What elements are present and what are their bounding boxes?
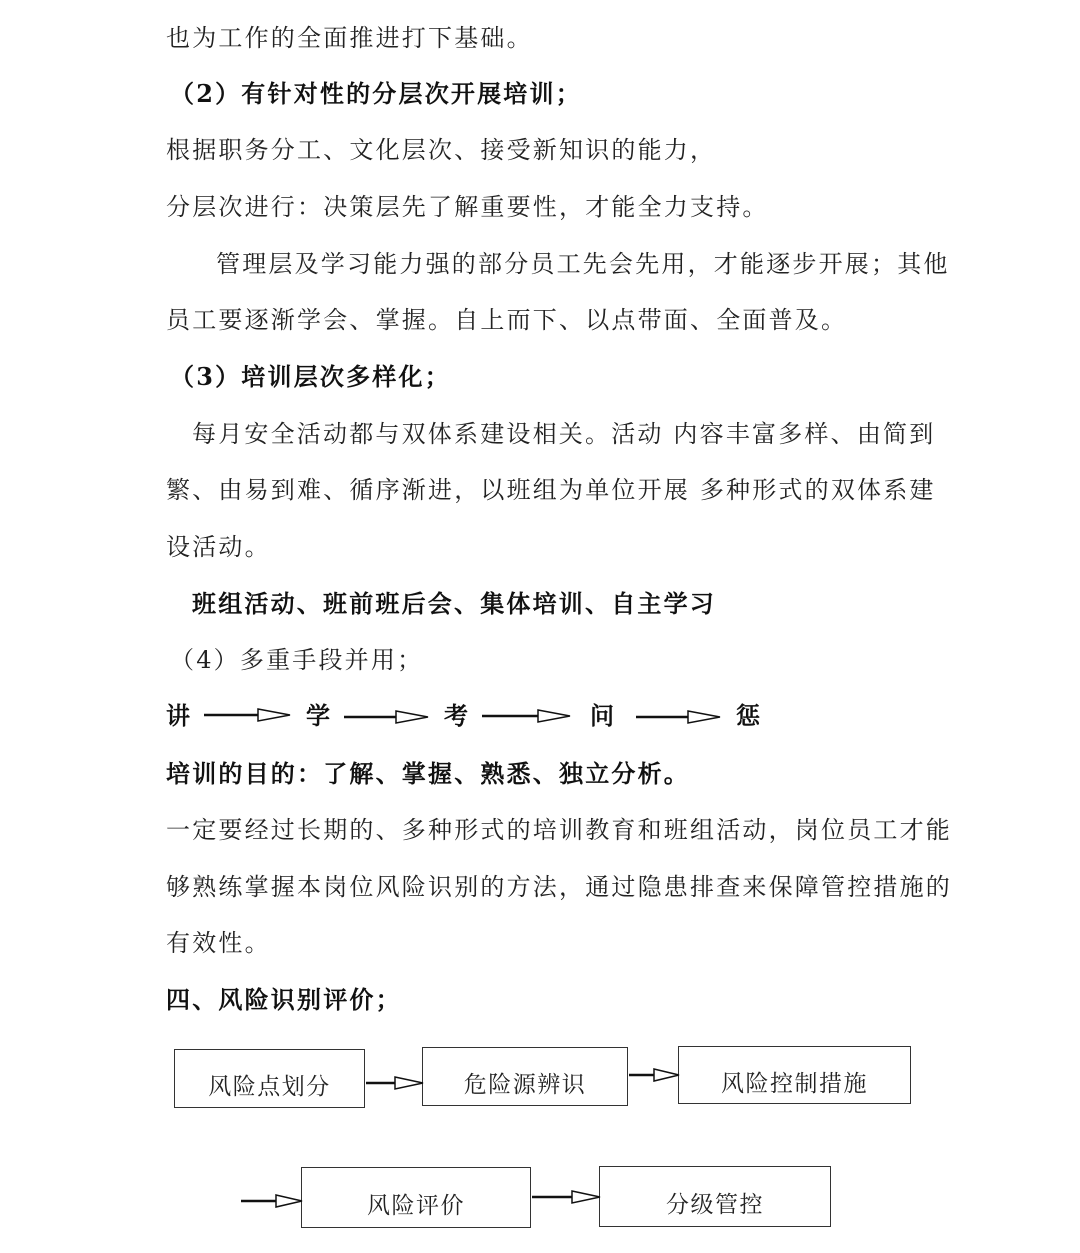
flow-step-cheng: 惩: [736, 701, 760, 730]
box-label-2: 危险源辨识: [463, 1072, 587, 1098]
flow-step-kao: 考: [444, 701, 468, 730]
flow-step-jiang: 讲: [166, 701, 190, 730]
para-line-10: 设活动。: [166, 533, 271, 561]
section-heading-4: （4）多重手段并用；: [170, 646, 424, 674]
para-line-3: 根据职务分工、文化层次、接受新知识的能力，: [166, 136, 717, 164]
box-label-1: 风险点划分: [208, 1074, 331, 1100]
para-line-1: 也为工作的全面推进打下基础。: [166, 24, 533, 52]
diagram-arrow-4-head: [572, 1191, 600, 1203]
flow-step-wen: 问: [590, 701, 614, 730]
activity-list: 班组活动、班前班后会、集体培训、自主学习: [192, 589, 716, 618]
section-heading-four: 四、风险识别评价；: [166, 985, 402, 1014]
para-line-5: 管理层及学习能力强的部分员工先会先用，才能逐步开展；其他: [216, 250, 950, 278]
diagram-arrow-2-head: [654, 1069, 679, 1081]
para-line-4: 分层次进行：决策层先了解重要性，才能全力支持。: [166, 193, 769, 221]
para-line-9: 繁、由易到难、循序渐进，以班组为单位开展 多种形式的双体系建: [166, 476, 936, 504]
section-heading-2: （2）有针对性的分层次开展培训；: [170, 79, 582, 108]
training-purpose: 培训的目的：了解、掌握、熟悉、独立分析。: [166, 759, 690, 788]
box-label-5: 分级管控: [666, 1192, 764, 1218]
para-line-8: 每月安全活动都与双体系建设相关。活动 内容丰富多样、由简到: [192, 420, 936, 448]
para-line-16: 有效性。: [166, 929, 271, 957]
para-line-6: 员工要逐渐学会、掌握。自上而下、以点带面、全面普及。: [166, 306, 848, 334]
flow-step-xue: 学: [306, 701, 330, 730]
box-label-4: 风险评价: [367, 1193, 465, 1219]
section-heading-3: （3）培训层次多样化；: [170, 362, 451, 391]
para-line-14: 一定要经过长期的、多种形式的培训教育和班组活动，岗位员工才能: [166, 816, 952, 844]
box-label-3: 风险控制措施: [721, 1070, 868, 1097]
para-line-15: 够熟练掌握本岗位风险识别的方法，通过隐患排查来保障管控措施的: [166, 873, 952, 901]
diagram-arrow-3-head: [276, 1195, 302, 1207]
diagram-arrow-1-head: [395, 1077, 423, 1089]
